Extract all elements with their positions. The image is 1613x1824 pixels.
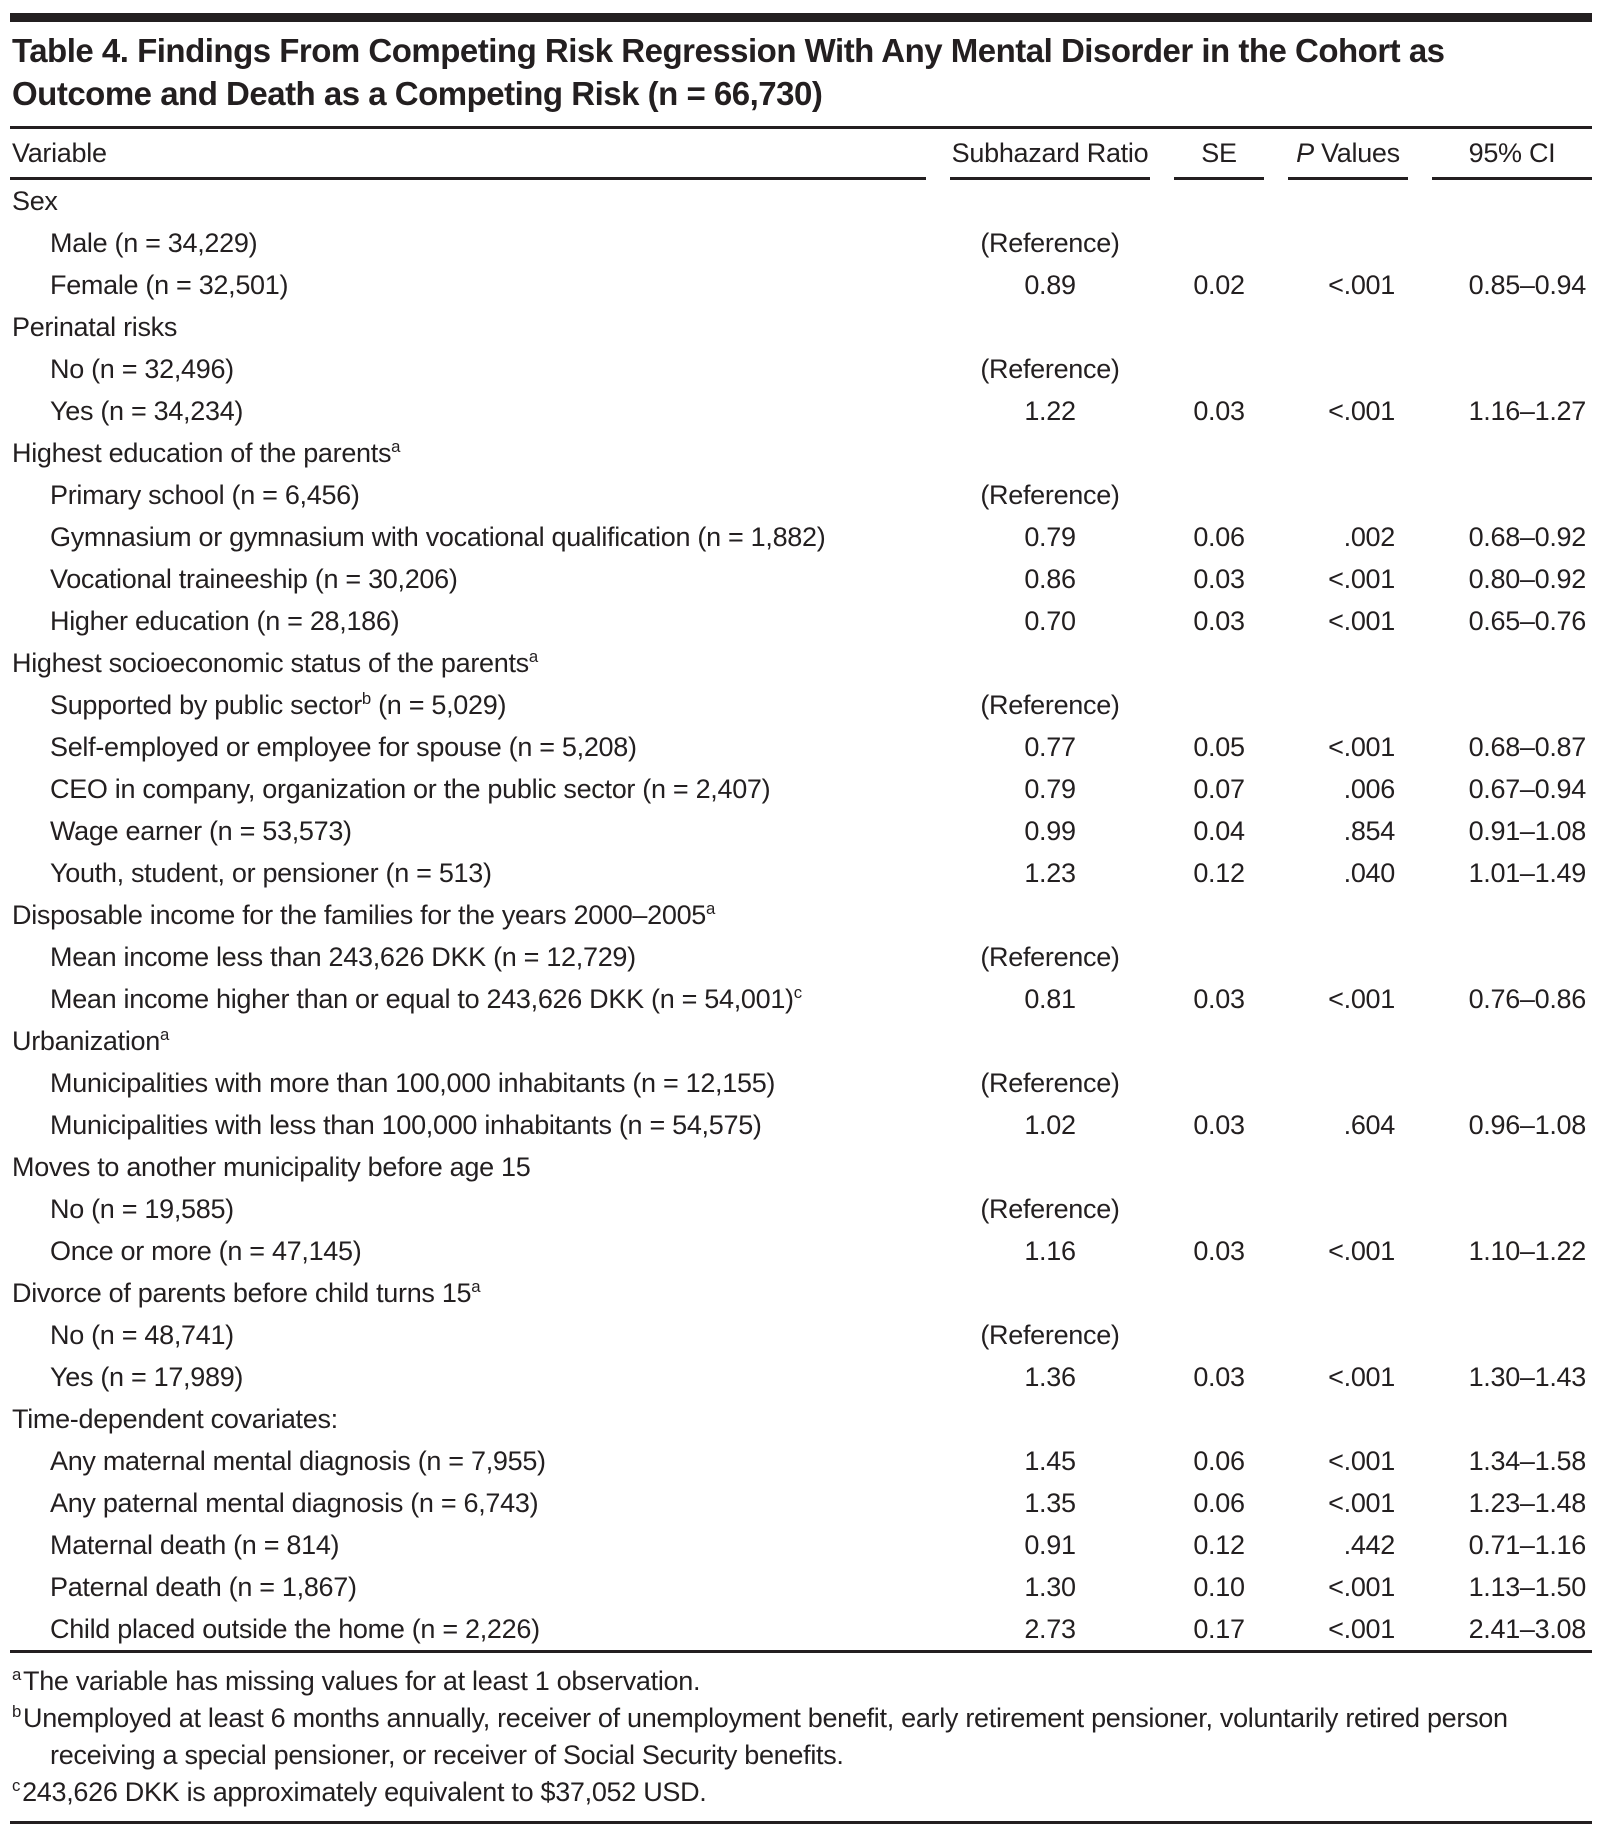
data-row — [10, 852, 1592, 894]
p-value-cell: .006 — [1343, 773, 1395, 804]
column-header-variable: Variable — [10, 129, 926, 180]
p-values-italic-p: P — [1296, 137, 1314, 168]
se-cell — [1174, 1146, 1264, 1188]
subhazard-ratio-cell: 1.45 — [1024, 1445, 1076, 1476]
se-cell: 0.04 — [1193, 815, 1245, 846]
ci-cell — [1432, 1188, 1592, 1230]
subhazard-ratio-cell: 0.89 — [1024, 269, 1076, 300]
ci-cell: 1.30–1.43 — [1468, 1361, 1586, 1392]
se-cell — [1174, 180, 1264, 222]
footnote-marker-superscript: a — [706, 898, 716, 918]
variable-cell: Any paternal mental diagnosis (n = 6,743) — [50, 1487, 539, 1518]
variable-cell: Yes (n = 17,989) — [50, 1361, 244, 1392]
se-cell: 0.06 — [1193, 521, 1245, 552]
se-cell — [1174, 222, 1264, 264]
ci-cell: 1.01–1.49 — [1468, 857, 1586, 888]
table-body — [10, 180, 1592, 1650]
ci-cell — [1432, 936, 1592, 978]
ci-cell — [1432, 1398, 1592, 1440]
ci-cell — [1432, 1272, 1592, 1314]
variable-cell: Yes (n = 34,234) — [50, 395, 244, 426]
subhazard-ratio-cell: (Reference) — [980, 227, 1120, 258]
se-cell: 0.03 — [1193, 1235, 1245, 1266]
variable-cell: Female (n = 32,501) — [50, 269, 289, 300]
se-cell: 0.07 — [1193, 773, 1245, 804]
se-cell — [1174, 348, 1264, 390]
variable-cell: Moves to another municipality before age 15 — [12, 1151, 531, 1182]
p-value-cell — [1288, 222, 1408, 264]
data-row — [10, 1062, 1592, 1104]
data-row — [10, 1314, 1592, 1356]
p-value-cell: <.001 — [1328, 605, 1395, 636]
data-row — [10, 1524, 1592, 1566]
data-row — [10, 978, 1592, 1020]
ci-cell: 0.96–1.08 — [1468, 1109, 1586, 1140]
ci-cell — [1432, 1314, 1592, 1356]
se-cell: 0.03 — [1193, 1109, 1245, 1140]
subhazard-ratio-cell: (Reference) — [980, 941, 1120, 972]
se-cell — [1174, 894, 1264, 936]
ci-cell: 1.10–1.22 — [1468, 1235, 1586, 1266]
se-cell: 0.03 — [1193, 563, 1245, 594]
data-row — [10, 936, 1592, 978]
ci-cell — [1432, 1062, 1592, 1104]
se-cell: 0.03 — [1193, 605, 1245, 636]
ci-cell — [1432, 1020, 1592, 1062]
variable-cell: No (n = 32,496) — [50, 353, 234, 384]
subhazard-ratio-cell: (Reference) — [980, 689, 1120, 720]
p-value-cell: <.001 — [1328, 983, 1395, 1014]
p-value-cell: <.001 — [1328, 395, 1395, 426]
ci-cell: 0.67–0.94 — [1468, 773, 1586, 804]
variable-cell: Higher education (n = 28,186) — [50, 605, 400, 636]
subhazard-ratio-cell: 0.91 — [1024, 1529, 1076, 1560]
p-value-cell — [1288, 894, 1408, 936]
subhazard-ratio-cell — [950, 642, 1150, 684]
subhazard-ratio-cell: (Reference) — [980, 1193, 1120, 1224]
se-cell — [1174, 684, 1264, 726]
data-row — [10, 1104, 1592, 1146]
p-value-cell: <.001 — [1328, 563, 1395, 594]
p-value-cell: <.001 — [1328, 731, 1395, 762]
data-row — [10, 1230, 1592, 1272]
footnotes — [12, 1663, 1592, 1811]
ci-cell — [1432, 894, 1592, 936]
subhazard-ratio-cell: (Reference) — [980, 353, 1120, 384]
p-value-cell — [1288, 684, 1408, 726]
p-value-cell — [1288, 1062, 1408, 1104]
p-value-cell: .854 — [1343, 815, 1395, 846]
data-row — [10, 768, 1592, 810]
footnote-text: The variable has missing values for at least 1 observation. — [23, 1666, 701, 1696]
ci-cell — [1432, 474, 1592, 516]
data-row — [10, 1440, 1592, 1482]
p-value-cell — [1288, 1146, 1408, 1188]
variable-cell: Municipalities with more than 100,000 inhabitants (n = 12,155) — [50, 1067, 776, 1098]
variable-cell: Child placed outside the home (n = 2,226) — [50, 1613, 540, 1644]
column-header-subhazard-ratio: Subhazard Ratio — [950, 129, 1150, 180]
ci-cell: 1.23–1.48 — [1468, 1487, 1586, 1518]
se-cell: 0.02 — [1193, 269, 1245, 300]
subhazard-ratio-cell — [950, 180, 1150, 222]
data-row — [10, 810, 1592, 852]
se-cell — [1174, 474, 1264, 516]
variable-cell: Municipalities with less than 100,000 inhabitants (n = 54,575) — [50, 1109, 762, 1140]
se-cell — [1174, 1272, 1264, 1314]
subhazard-ratio-cell: 1.16 — [1024, 1235, 1076, 1266]
ci-cell: 1.13–1.50 — [1468, 1571, 1586, 1602]
section-row — [10, 1272, 1592, 1314]
subhazard-ratio-cell — [950, 1272, 1150, 1314]
subhazard-ratio-cell: 0.79 — [1024, 773, 1076, 804]
ci-cell: 0.91–1.08 — [1468, 815, 1586, 846]
variable-cell: Primary school (n = 6,456) — [50, 479, 360, 510]
data-row — [10, 222, 1592, 264]
subhazard-ratio-cell: (Reference) — [980, 1319, 1120, 1350]
variable-cell: Male (n = 34,229) — [50, 227, 258, 258]
variable-cell: Self-employed or employee for spouse (n = 5,208) — [50, 731, 637, 762]
variable-cell: No (n = 19,585) — [50, 1193, 234, 1224]
subhazard-ratio-cell — [950, 432, 1150, 474]
data-row — [10, 1188, 1592, 1230]
p-value-cell — [1288, 306, 1408, 348]
subhazard-ratio-cell: 0.70 — [1024, 605, 1076, 636]
se-cell — [1174, 936, 1264, 978]
top-rule — [10, 13, 1592, 22]
variable-cell: Sex — [12, 185, 58, 216]
p-value-cell: <.001 — [1328, 1487, 1395, 1518]
table-title: Table 4. Findings From Competing Risk Regression With Any Mental Disorder in the Cohort as Outcome and Death as a Competing Risk (n = 66,730) — [12, 32, 1445, 112]
data-row — [10, 390, 1592, 432]
p-value-cell: <.001 — [1328, 1571, 1395, 1602]
ci-cell — [1432, 222, 1592, 264]
column-header-se: SE — [1174, 129, 1264, 180]
subhazard-ratio-cell: 1.35 — [1024, 1487, 1076, 1518]
subhazard-ratio-cell — [950, 894, 1150, 936]
subhazard-ratio-cell: 1.30 — [1024, 1571, 1076, 1602]
variable-cell: Highest education of the parents$^a$ — [12, 436, 401, 468]
footnote-text: 243,626 DKK is approximately equivalent to $37,052 USD. — [22, 1777, 707, 1807]
subhazard-ratio-cell: 0.77 — [1024, 731, 1076, 762]
section-row — [10, 180, 1592, 222]
p-value-cell — [1288, 642, 1408, 684]
subhazard-ratio-cell — [950, 1146, 1150, 1188]
se-cell: 0.06 — [1193, 1487, 1245, 1518]
ci-cell: 0.80–0.92 — [1468, 563, 1586, 594]
data-row — [10, 264, 1592, 306]
footnote-marker: a — [12, 1665, 22, 1684]
variable-cell: Supported by public sector$^b$ (n = 5,029) — [50, 688, 507, 720]
se-cell — [1174, 642, 1264, 684]
variable-cell: Maternal death (n = 814) — [50, 1529, 340, 1560]
variable-cell: Disposable income for the families for the years 2000–2005$^a$ — [12, 898, 716, 930]
data-row — [10, 1566, 1592, 1608]
footnote-marker-superscript: a — [391, 436, 401, 456]
se-cell: 0.03 — [1193, 983, 1245, 1014]
data-row — [10, 726, 1592, 768]
subhazard-ratio-cell — [950, 1020, 1150, 1062]
se-cell — [1174, 432, 1264, 474]
se-cell — [1174, 1188, 1264, 1230]
variable-cell: Perinatal risks — [12, 311, 178, 342]
se-cell: 0.06 — [1193, 1445, 1245, 1476]
section-row — [10, 894, 1592, 936]
se-cell — [1174, 1020, 1264, 1062]
data-row — [10, 1608, 1592, 1650]
p-value-cell — [1288, 180, 1408, 222]
footnote-text: Unemployed at least 6 months annually, receiver of unemployment benefit, early retirement pensioner, voluntarily retired person receiving a special pensioner, or receiver of Social Security benefits. — [23, 1703, 1508, 1770]
ci-cell: 0.71–1.16 — [1468, 1529, 1586, 1560]
subhazard-ratio-cell: 0.86 — [1024, 563, 1076, 594]
se-cell — [1174, 1398, 1264, 1440]
p-value-cell: <.001 — [1328, 1445, 1395, 1476]
ci-cell — [1432, 306, 1592, 348]
subhazard-ratio-cell: 1.36 — [1024, 1361, 1076, 1392]
subhazard-ratio-cell: 2.73 — [1024, 1613, 1076, 1644]
se-cell — [1174, 1314, 1264, 1356]
ci-cell — [1432, 180, 1592, 222]
section-row — [10, 1146, 1592, 1188]
section-row — [10, 306, 1592, 348]
variable-cell: Mean income higher than or equal to 243,626 DKK (n = 54,001)$^c$ — [50, 982, 802, 1014]
se-cell: 0.03 — [1193, 1361, 1245, 1392]
data-row — [10, 1482, 1592, 1524]
p-value-cell: .002 — [1343, 521, 1395, 552]
p-value-cell — [1288, 474, 1408, 516]
subhazard-ratio-cell: 1.22 — [1024, 395, 1076, 426]
p-value-cell: <.001 — [1328, 269, 1395, 300]
footnote-separator-rule — [10, 1650, 1592, 1653]
footnote-marker: b — [12, 1702, 22, 1721]
p-value-cell: .442 — [1343, 1529, 1395, 1560]
table-header — [10, 129, 1592, 180]
subhazard-ratio-cell: (Reference) — [980, 479, 1120, 510]
variable-cell: Any maternal mental diagnosis (n = 7,955) — [50, 1445, 546, 1476]
column-header-p-values — [1288, 129, 1408, 180]
se-cell — [1174, 1062, 1264, 1104]
p-value-cell: <.001 — [1328, 1235, 1395, 1266]
p-value-cell — [1288, 432, 1408, 474]
p-value-cell — [1288, 348, 1408, 390]
footnote-marker-superscript: b — [361, 688, 371, 708]
subhazard-ratio-cell: 0.99 — [1024, 815, 1076, 846]
ci-cell: 0.68–0.92 — [1468, 521, 1586, 552]
subhazard-ratio-cell: (Reference) — [980, 1067, 1120, 1098]
footnote-marker-superscript: a — [471, 1276, 481, 1296]
data-row — [10, 348, 1592, 390]
variable-cell: CEO in company, organization or the public sector (n = 2,407) — [50, 773, 771, 804]
regression-table — [0, 129, 1613, 1650]
p-values-rest: Values — [1313, 137, 1400, 168]
se-cell: 0.17 — [1193, 1613, 1245, 1644]
ci-cell: 1.34–1.58 — [1468, 1445, 1586, 1476]
variable-cell: Time-dependent covariates: — [12, 1403, 338, 1434]
variable-cell: Paternal death (n = 1,867) — [50, 1571, 357, 1602]
ci-cell: 0.65–0.76 — [1468, 605, 1586, 636]
p-value-cell: <.001 — [1328, 1361, 1395, 1392]
header-row — [10, 129, 1592, 180]
p-value-cell — [1288, 936, 1408, 978]
section-row — [10, 432, 1592, 474]
variable-cell: Youth, student, or pensioner (n = 513) — [50, 857, 492, 888]
data-row — [10, 516, 1592, 558]
ci-cell: 0.85–0.94 — [1468, 269, 1586, 300]
data-row — [10, 684, 1592, 726]
data-row — [10, 600, 1592, 642]
se-cell: 0.03 — [1193, 395, 1245, 426]
se-cell: 0.12 — [1193, 1529, 1245, 1560]
p-value-cell — [1288, 1188, 1408, 1230]
section-row — [10, 1398, 1592, 1440]
variable-cell: Gymnasium or gymnasium with vocational qualification (n = 1,882) — [50, 521, 826, 552]
se-cell: 0.10 — [1193, 1571, 1245, 1602]
footnote-marker-superscript: a — [528, 646, 538, 666]
section-row — [10, 1020, 1592, 1062]
p-value-cell: .040 — [1343, 857, 1395, 888]
variable-cell: Once or more (n = 47,145) — [50, 1235, 362, 1266]
p-value-cell — [1288, 1272, 1408, 1314]
subhazard-ratio-cell — [950, 306, 1150, 348]
variable-cell: Urbanization$^a$ — [12, 1024, 170, 1056]
ci-cell — [1432, 432, 1592, 474]
p-value-cell — [1288, 1020, 1408, 1062]
variable-cell: Vocational traineeship (n = 30,206) — [50, 563, 458, 594]
ci-cell — [1432, 348, 1592, 390]
subhazard-ratio-cell: 0.81 — [1024, 983, 1076, 1014]
subhazard-ratio-cell: 1.23 — [1024, 857, 1076, 888]
se-cell: 0.05 — [1193, 731, 1245, 762]
data-row — [10, 474, 1592, 516]
subhazard-ratio-cell — [950, 1398, 1150, 1440]
ci-cell — [1432, 1146, 1592, 1188]
ci-cell: 0.76–0.86 — [1468, 983, 1586, 1014]
variable-cell: No (n = 48,741) — [50, 1319, 234, 1350]
footnote-b — [12, 1700, 1592, 1774]
se-cell: 0.12 — [1193, 857, 1245, 888]
footnote-c — [12, 1774, 1592, 1811]
subhazard-ratio-cell: 1.02 — [1024, 1109, 1076, 1140]
se-cell — [1174, 306, 1264, 348]
p-value-cell — [1288, 1398, 1408, 1440]
subhazard-ratio-cell: 0.79 — [1024, 521, 1076, 552]
variable-cell: Divorce of parents before child turns 15$^a$ — [12, 1276, 481, 1308]
variable-cell: Highest socioeconomic status of the parents$^a$ — [12, 646, 538, 678]
ci-cell: 0.68–0.87 — [1468, 731, 1586, 762]
ci-cell: 1.16–1.27 — [1468, 395, 1586, 426]
footnote-marker: c — [12, 1776, 21, 1795]
p-value-cell: <.001 — [1328, 1613, 1395, 1644]
data-row — [10, 558, 1592, 600]
ci-cell — [1432, 642, 1592, 684]
ci-cell — [1432, 684, 1592, 726]
variable-cell: Wage earner (n = 53,573) — [50, 815, 352, 846]
ci-cell: 2.41–3.08 — [1468, 1613, 1586, 1644]
footnote-marker-superscript: c — [793, 982, 802, 1002]
p-value-cell: .604 — [1343, 1109, 1395, 1140]
column-header-95-ci: 95% CI — [1432, 129, 1592, 180]
section-row — [10, 642, 1592, 684]
p-value-cell — [1288, 1314, 1408, 1356]
variable-cell: Mean income less than 243,626 DKK (n = 12,729) — [50, 941, 636, 972]
footnote-marker-superscript: a — [160, 1024, 170, 1044]
footnote-a — [12, 1663, 1592, 1700]
data-row — [10, 1356, 1592, 1398]
